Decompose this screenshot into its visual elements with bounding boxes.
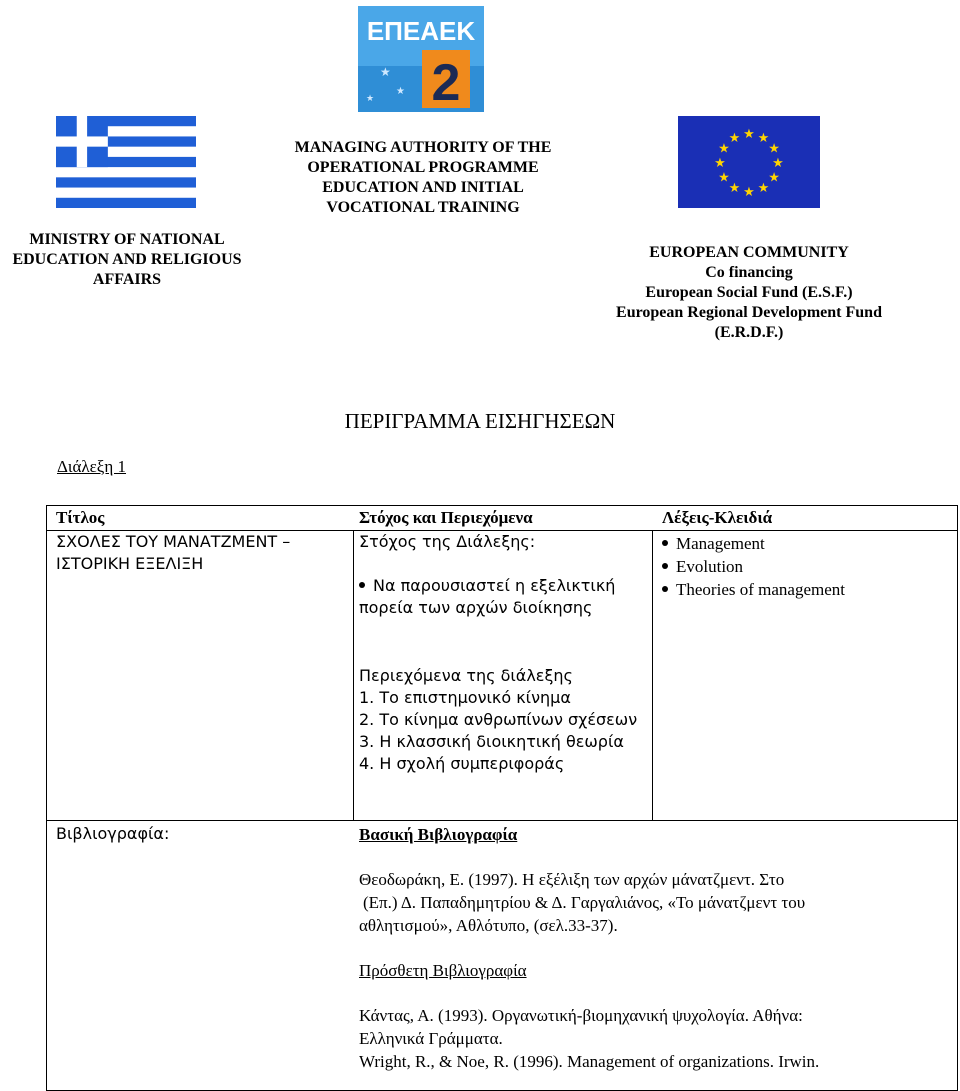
- eu-line: European Regional Development Fund: [616, 304, 882, 321]
- svg-text:★: ★: [366, 93, 375, 103]
- contents-item: 1. Το επιστημονικό κίνημα: [359, 688, 571, 707]
- bullet-icon: [662, 540, 668, 546]
- eu-flag-image: [678, 116, 820, 208]
- bibliography-label: Βιβλιογραφία:: [56, 824, 170, 843]
- eu-star-icon: ★: [768, 170, 780, 186]
- ministry-line: EDUCATION AND RELIGIOUS: [12, 251, 242, 268]
- greek-flag-image: [56, 116, 196, 208]
- bibliography-line: αθλητισμού», Αθλότυπο, (σελ.33-37).: [359, 916, 618, 935]
- document-title: ΠΕΡΙΓΡΑΜΜΑ ΕΙΣΗΓΗΣΕΩΝ: [344, 409, 616, 433]
- managing-line: EDUCATION AND INITIAL: [322, 179, 524, 196]
- header-keywords: Λέξεις-Κλειδιά: [662, 508, 773, 527]
- header-title: Τίτλος: [56, 508, 105, 527]
- ministry-line: MINISTRY OF NATIONAL: [29, 231, 225, 248]
- ministry-text: [0, 230, 254, 290]
- eu-star-icon: ★: [728, 181, 741, 197]
- additional-bibliography-heading: Πρόσθετη Βιβλιογραφία: [359, 961, 527, 980]
- bullet-icon: [662, 586, 668, 592]
- eu-star-icon: ★: [772, 156, 784, 171]
- svg-text:★: ★: [380, 65, 391, 79]
- contents-item: 2. Το κίνημα ανθρωπίνων σχέσεων: [359, 710, 638, 729]
- bibliography-line: Ελληνικά Γράμματα.: [359, 1029, 503, 1048]
- keywords-list: [662, 532, 845, 601]
- managing-line: OPERATIONAL PROGRAMME: [307, 159, 539, 176]
- managing-authority-text: [270, 138, 576, 218]
- keyword-text: Theories of management: [676, 580, 845, 599]
- eu-star-icon: ★: [768, 141, 780, 157]
- lecture-title-line: ΙΣΤΟΡΙΚΗ ΕΞΕΛΙΞΗ: [56, 554, 204, 573]
- eu-star-icon: ★: [757, 130, 770, 146]
- eu-star-icon: ★: [718, 170, 730, 186]
- epeaek-logo-text: ΕΠΕΑΕΚ: [366, 16, 476, 46]
- keyword-text: Management: [676, 534, 765, 553]
- keyword-text: Evolution: [676, 557, 744, 576]
- keyword-item: [662, 555, 845, 578]
- table-divider: [46, 820, 958, 821]
- eu-star-icon: ★: [718, 141, 730, 157]
- bibliography-line: Κάντας, Α. (1993). Οργανωτική-βιομηχανική ψυχολογία. Αθήνα:: [359, 1006, 803, 1025]
- ministry-line: AFFAIRS: [92, 271, 162, 288]
- bibliography-line: (Επ.) Δ. Παπαδημητρίου & Δ. Γαργαλιάνος, «Το μάνατζμεντ του: [363, 893, 806, 912]
- eu-star-icon: ★: [743, 127, 755, 142]
- eu-line: European Social Fund (E.S.F.): [645, 284, 853, 301]
- content-cell: [359, 531, 649, 619]
- eu-star-icon: ★: [728, 130, 741, 146]
- goal-bullet-line: Να παρουσιαστεί η εξελικτική: [373, 576, 616, 595]
- bibliography-line: Wright, R., & Noe, R. (1996). Management of organizations. Irwin.: [359, 1052, 820, 1071]
- bullet-icon: [359, 582, 365, 588]
- basic-bibliography-heading: Βασική Βιβλιογραφία: [359, 825, 518, 844]
- svg-text:★: ★: [396, 86, 405, 97]
- bullet-icon: [662, 563, 668, 569]
- eu-line: Co financing: [705, 264, 793, 281]
- contents-list: [359, 665, 649, 775]
- contents-item: 3. Η κλασσική διοικητική θεωρία: [359, 732, 624, 751]
- eu-star-icon: ★: [743, 185, 755, 200]
- eu-star-icon: ★: [714, 156, 726, 171]
- contents-label: Περιεχόμενα της διάλεξης: [359, 666, 573, 685]
- lecture-title: [56, 531, 290, 575]
- goal-label: Στόχος της Διάλεξης:: [359, 532, 536, 551]
- epeaek-logo: [358, 6, 484, 112]
- eu-star-icon: ★: [757, 181, 770, 197]
- goal-bullet: [359, 575, 649, 597]
- header-content: Στόχος και Περιεχόμενα: [359, 508, 533, 527]
- bibliography-line: Θεοδωράκη, Ε. (1997). Η εξέλιξη των αρχών μάνατζμεντ. Στο: [359, 870, 785, 889]
- managing-line: MANAGING AUTHORITY OF THE: [294, 139, 552, 156]
- lecture-label: Διάλεξη 1: [57, 457, 127, 476]
- contents-item: 4. Η σχολή συμπεριφοράς: [359, 754, 565, 773]
- goal-bullet-line: πορεία των αρχών διοίκησης: [359, 598, 593, 617]
- table-divider: [652, 530, 653, 820]
- bibliography-cell: [359, 823, 954, 1073]
- lecture-title-line: ΣΧΟΛΕΣ ΤΟΥ ΜΑΝΑΤΖΜΕΝΤ –: [56, 532, 291, 551]
- table-divider: [353, 530, 354, 820]
- keyword-item: [662, 578, 845, 601]
- managing-line: VOCATIONAL TRAINING: [326, 199, 520, 216]
- epeaek-logo-number: 2: [431, 54, 461, 112]
- eu-line: EUROPEAN COMMUNITY: [649, 244, 849, 261]
- keyword-item: [662, 532, 845, 555]
- eu-community-text: [596, 243, 902, 343]
- eu-line: (E.R.D.F.): [714, 324, 784, 341]
